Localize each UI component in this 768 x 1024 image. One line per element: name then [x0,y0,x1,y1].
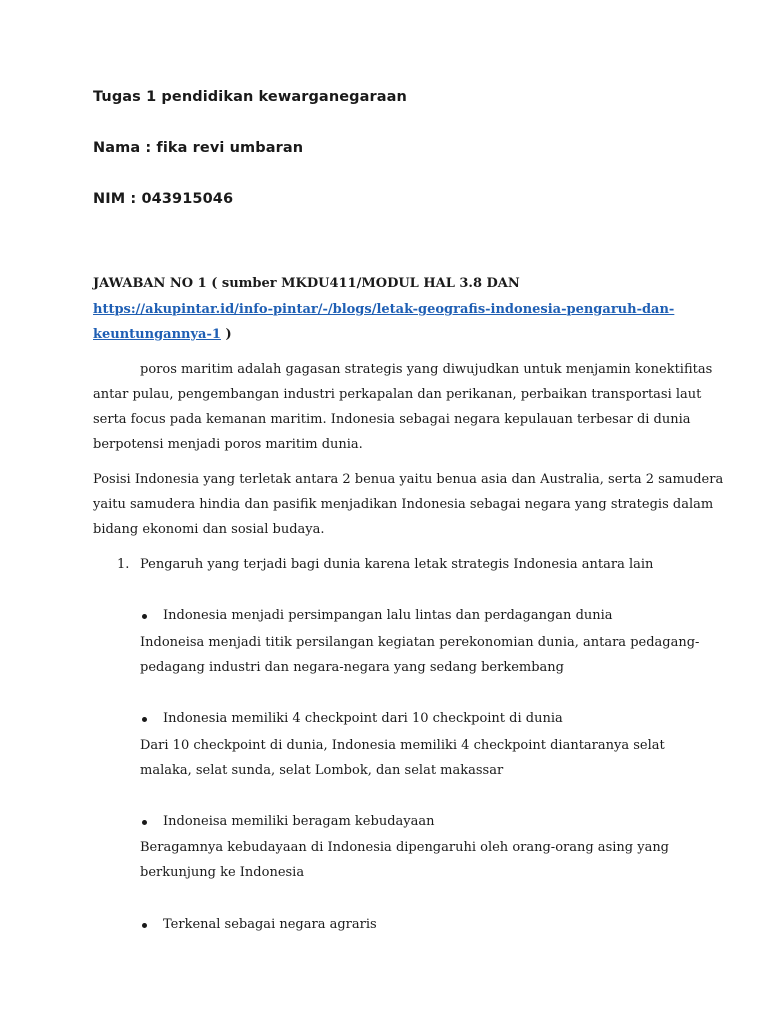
bullet-desc-line1: Dari 10 checkpoint di dunia, Indonesia memiliki 4 checkpoint diantaranya selat [140,738,665,753]
list-item-text: Pengaruh yang terjadi bagi dunia karena letak strategis Indonesia antara lain [140,557,654,572]
bullet-dot [142,717,147,722]
paragraph2-line2: yaitu samudera hindia dan pasifik menjadikan Indonesia sebagai negara yang strategis dalam [93,497,714,512]
document-title: Tugas 1 pendidikan kewarganegaraan [93,89,407,105]
list-number: 1. [117,557,130,572]
bullet-desc-line1: Beragamnya kebudayaan di Indonesia dipengaruhi oleh orang-orang asing yang [140,840,670,855]
student-name: Nama : fika revi umbaran [93,140,304,156]
bullet-desc-line2: berkunjung ke Indonesia [140,865,305,880]
bullet-dot [142,820,147,825]
paragraph1-line1: poros maritim adalah gagasan strategis yang diwujudkan untuk menjamin konektifitas [140,362,713,377]
student-nim: NIM : 043915046 [93,191,234,207]
paragraph2-line3: bidang ekonomi dan sosial budaya. [93,522,325,537]
paragraph1-line4: berpotensi menjadi poros maritim dunia. [93,437,363,452]
bullet-title: Indonesia menjadi persimpangan lalu lintas dan perdagangan dunia [163,608,613,623]
paragraph2-line1: Posisi Indonesia yang terletak antara 2 benua yaitu benua asia dan Australia, serta 2 samudera [93,472,724,487]
source-link-line1[interactable]: https://akupintar.id/info-pintar/-/blogs/letak-geografis-indonesia-pengaruh-dan- [93,302,675,317]
answer-heading-close: ) [220,327,232,342]
bullet-dot [142,923,147,928]
source-link-line2[interactable]: keuntungannya-1 [93,327,221,342]
bullet-title: Indoneisa memiliki beragam kebudayaan [163,814,435,829]
bullet-desc-line1: Indoneisa menjadi titik persilangan kegiatan perekonomian dunia, antara pedagang- [140,635,700,650]
answer-source-link-line2-wrap [93,322,232,348]
answer-heading: JAWABAN NO 1 ( sumber MKDU411/MODUL HAL 3.8 DAN [93,276,520,291]
paragraph1-line2: antar pulau, pengembangan industri perkapalan dan perikanan, perbaikan transportasi laut [93,387,702,402]
bullet-desc-line2: pedagang industri dan negara-negara yang sedang berkembang [140,660,564,675]
bullet-title: Indonesia memiliki 4 checkpoint dari 10 checkpoint di dunia [163,711,563,726]
bullet-desc-line2: malaka, selat sunda, selat Lombok, dan selat makassar [140,763,504,778]
bullet-title: Terkenal sebagai negara agraris [163,917,377,932]
bullet-dot [142,614,147,619]
paragraph1-line3: serta focus pada kemanan maritim. Indonesia sebagai negara kepulauan terbesar di dunia [93,412,691,427]
answer-source-link-line1-wrap [93,297,674,323]
